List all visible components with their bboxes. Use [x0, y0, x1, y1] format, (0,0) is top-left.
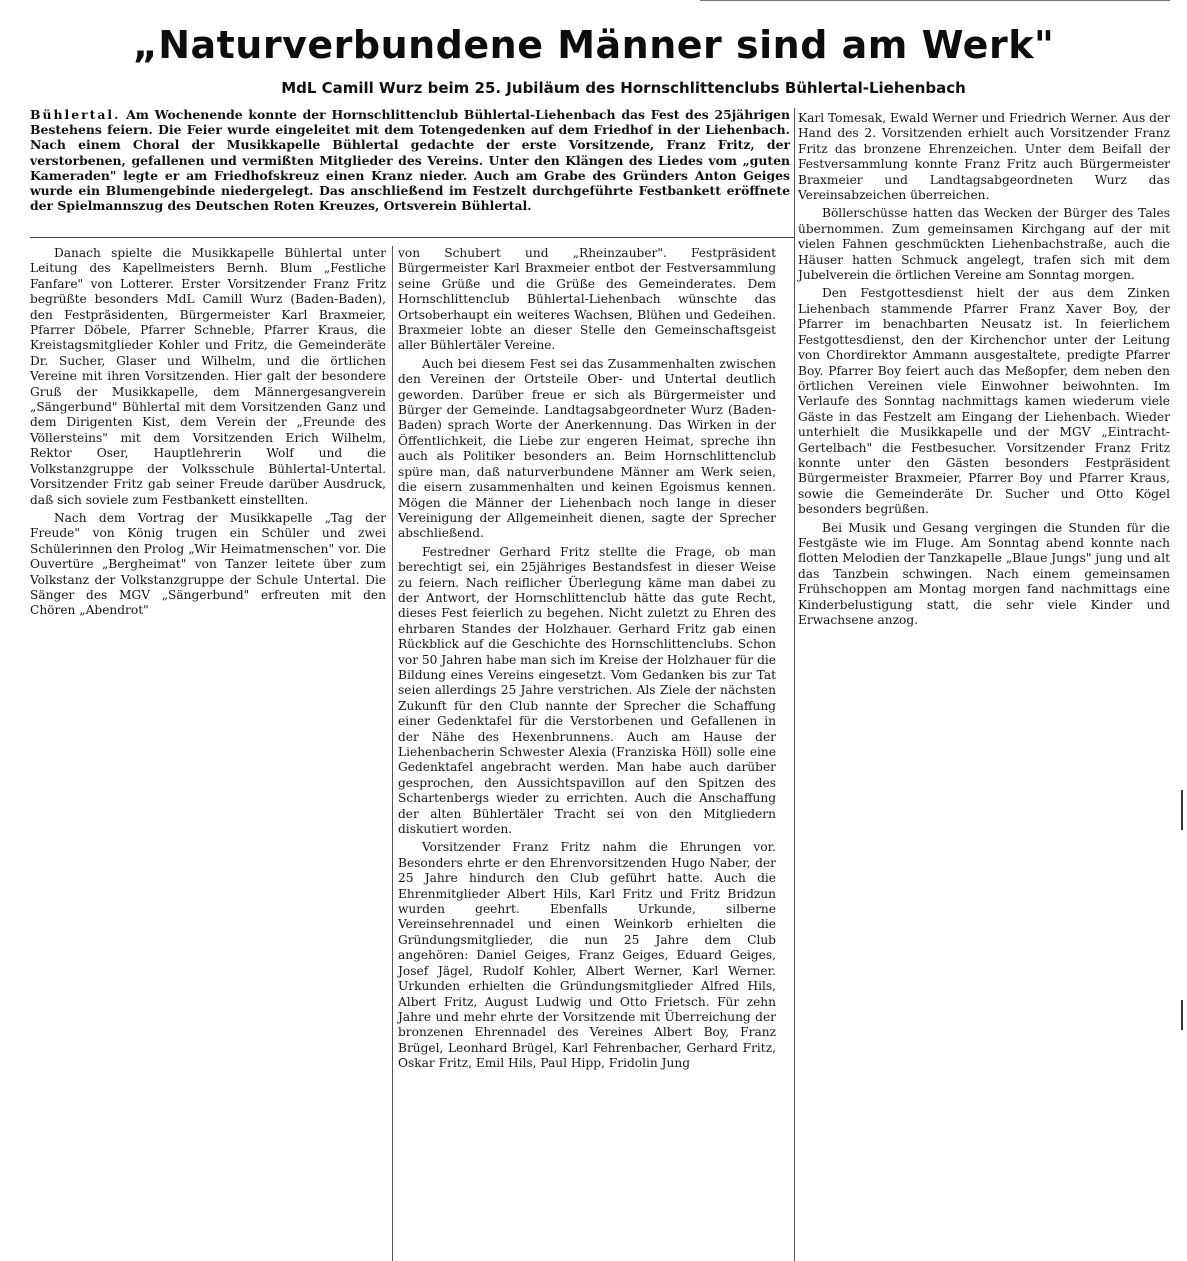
paragraph: von Schubert und „Rheinzauber". Festpräsident Bürgermeister Karl Braxmeier entbot der Festversammlung seine Grüße und die Grüße des Gemeinderates. Dem Hornschlittenclub Bühlertal-Liehenbach wünschte das Ortsoberhaupt ein weiteres Wachsen, Blühen und Gedeihen. Braxmeier lobte an dieser Stelle den Gemeinschaftsgeist aller Bühlertäler Vereine.: [398, 246, 776, 353]
column-divider-2: [794, 108, 795, 1261]
column-divider-1: [392, 246, 393, 1261]
paragraph: Den Festgottesdienst hielt der aus dem Zinken Liehenbach stammende Pfarrer Franz Xaver Boy, der Pfarrer im benachbarten Neusatz ist. In feierlichem Festgottesdienst, den der Kirchenchor unter der Leitung von Chordirektor Ammann ausgestaltete, predigte Pfarrer Boy. Pfarrer Boy feiert auch das Meßopfer, dem neben den örtlichen Vereinen viele Einwohner beiwohnten. Im Verlaufe des Sonntag nachmittags kamen wiederum viele Gäste in das Festzelt am Eingang der Liehenbach. Wieder unterhielt die Musikkapelle und der MGV „Eintracht-Gertelbach" die Festbesucher. Vorsitzender Franz Fritz konnte unter den Gästen besonders Festpräsident Bürgermeister Braxmeier, Pfarrer Boy und Pfarrer Kraus, sowie die Gemeinderäte Dr. Sucher und Otto Kögel besonders begrüßen.: [798, 286, 1170, 517]
article-column-3: [798, 111, 1170, 631]
paragraph: Bei Musik und Gesang vergingen die Stunden für die Festgäste wie im Fluge. Am Sonntag abend konnte nach flotten Melodien der Tanzkapelle „Blaue Jungs" jung und alt das Tanzbein schwingen. Nach einem gemeinsamen Frühschoppen am Montag morgen fand nachmittags eine Kinderbelustigung statt, die sehr viele Kinder und Erwachsene anzog.: [798, 520, 1170, 627]
paragraph: Festredner Gerhard Fritz stellte die Frage, ob man berechtigt sei, ein 25jähriges Bestandsfest in dieser Weise zu feiern. Nach reiflicher Überlegung käme man dabei zu der Antwort, der Hornschlittenclub hätte das gute Recht, dieses Fest feierlich zu begehen. Nicht zuletzt zu Ehren des ehrbaren Standes der Holzhauer. Gerhard Fritz gab einen Rückblick auf die Geschichte des Hornschlittenclubs. Schon vor 50 Jahren habe man sich im Kreise der Holzhauer für die Bildung eines Vereins eingesetzt. Vom Gedanken bis zur Tat seien allerdings 25 Jahre verstrichen. Als Ziele der nächsten Zukunft für den Club nannte der Sprecher die Schaffung einer Gedenktafel für die Verstorbenen und Gefallenen in der Nähe des Hexenbrunnens. Auch am Hause der Liehenbacherin Schwester Alexia (Franziska Höll) solle eine Gedenktafel angebracht werden. Man habe auch darüber gesprochen, den Aussichtspavillon auf den Spitzen des Schartenbergs wieder zu errichten. Auch die Anschaffung der alten Bühlertäler Tracht sei von den Mitgliedern diskutiert worden.: [398, 544, 776, 837]
paragraph: Nach dem Vortrag der Musikkapelle „Tag der Freude" von König trugen ein Schüler und zwei Schülerinnen den Prolog „Wir Heimatmenschen" vor. Die Ouvertüre „Bergheimat" von Tanzer leitete über zum Volkstanz der Volkstanzgruppe der Schule Untertal. Die Sänger des MGV „Sängerbund" erfreuten mit den Chören „Abendrot": [30, 510, 386, 618]
headline: „Naturverbundene Männer sind am Werk": [132, 23, 1055, 67]
article-column-2: [398, 246, 776, 1075]
paragraph: Auch bei diesem Fest sei das Zusammenhalten zwischen den Vereinen der Ortsteile Ober- und Untertal deutlich geworden. Darüber freue er sich als Bürgermeister und Bürger der Gemeinde. Landtagsabgeordneter Wurz (Baden-Baden) sprach Worte der Anerkennung. Das Wirken in der Öffentlichkeit, die Liebe zur engeren Heimat, spreche ihn auch als Politiker besonders an. Beim Hornschlittenclub spüre man, daß naturverbundene Männer am Werk seien, die eisern zusammenhalten und keinen Egoismus kennen. Mögen die Männer der Liehenbach noch lange in dieser Vereinigung der Allgemeinheit dienen, sagte der Sprecher abschließend.: [398, 356, 776, 541]
lead-text: Am Wochenende konnte der Hornschlittenclub Bühlertal-Liehenbach das Fest des 25jährigen Bestehens feiern. Die Feier wurde eingeleitet mit dem Totengedenken auf dem Friedhof in der Liehenbach. Nach einem Choral der Musikkapelle Bühlertal gedachte der erste Vorsitzende, Franz Fritz, der verstorbenen, gefallenen und vermißten Mitglieder des Vereins. Unter den Klängen des Liedes vom „guten Kameraden" legte er am Friedhofskreuz einen Kranz nieder. Auch am Grabe des Gründers Anton Geiges wurde ein Blumengebinde niedergelegt. Das anschließend im Festzelt durchgeführte Festbankett eröffnete der Spielmannszug des Deutschen Roten Kreuzes, Ortsverein Bühlertal.: [30, 107, 790, 214]
scan-edge-mark: [1181, 790, 1183, 830]
paragraph: Danach spielte die Musikkapelle Bühlertal unter Leitung des Kapellmeisters Bernh. Blum „Festliche Fanfare" von Lotterer. Erster Vorsitzender Franz Fritz begrüßte besonders MdL Camill Wurz (Baden-Baden), den Festpräsidenten, Bürgermeister Karl Braxmeier, Pfarrer Döbele, Pfarrer Schneble, Pfarrer Kraus, die Kreistagsmitglieder Kohler und Fritz, die Gemeinderäte Dr. Sucher, Glaser und Wilhelm, und die örtlichen Vereine mit ihren Vorsitzenden. Hier galt der besondere Gruß der Musikkapelle, dem Männergesangverein „Sängerbund" Bühlertal mit dem Vorsitzenden Ganz und dem Dirigenten Kist, dem Verein der „Freunde des Völlersteins" mit dem Vorsitzenden Erich Wilhelm, Rektor Oser, Hauptlehrerin Wolf und die Volkstanzgruppe der Volksschule Bühlertal-Untertal. Vorsitzender Fritz gab seiner Freude darüber Ausdruck, daß sich soviele zum Festbankett einstellten.: [30, 246, 386, 507]
paragraph: Karl Tomesak, Ewald Werner und Friedrich Werner. Aus der Hand des 2. Vorsitzenden erhielt auch Vorsitzender Franz Fritz das bronzene Ehrenzeichen. Unter dem Beifall der Festversammlung konnte Franz Fritz auch Bürgermeister Braxmeier und Landtagsabgeordneten Wurz das Vereinsabzeichen überreichen.: [798, 111, 1170, 203]
paragraph: Vorsitzender Franz Fritz nahm die Ehrungen vor. Besonders ehrte er den Ehrenvorsitzenden Hugo Naber, der 25 Jahre hindurch den Club geführt hatte. Auch die Ehrenmitglieder Albert Hils, Karl Fritz und Fritz Bridzun wurden geehrt. Ebenfalls Urkunde, silberne Vereinsehrennadel und einen Weinkorb erhielten die Gründungsmitglieder, die nun 25 Jahre dem Club angehören: Daniel Geiges, Franz Geiges, Eduard Geiges, Josef Jägel, Rudolf Kohler, Albert Werner, Karl Werner. Urkunden erhielten die Gründungsmitglieder Alfred Hils, Albert Fritz, August Ludwig und Otto Frietsch. Für zehn Jahre und mehr ehrte der Vorsitzende mit Überreichung der bronzenen Ehrennadel des Vereines Albert Boy, Franz Brügel, Leonhard Brügel, Karl Fehrenbacher, Gerhard Fritz, Oskar Fritz, Emil Hils, Paul Hipp, Fridolin Jung: [398, 840, 776, 1071]
dateline: Bühlertal.: [30, 107, 121, 122]
lead-divider: [30, 237, 794, 238]
paragraph: Böllerschüsse hatten das Wecken der Bürger des Tales übernommen. Zum gemeinsamen Kirchgang auf der mit vielen Fahnen geschmückten Liehenbachstraße, auch die Häuser hatten Schmuck angelegt, trafen sich mit dem Jubelverein die örtlichen Vereine am Sonntag morgen.: [798, 206, 1170, 283]
top-divider: [700, 0, 1170, 5]
lead-paragraph: [30, 107, 790, 213]
article-column-1: [30, 246, 386, 622]
scan-edge-mark: [1181, 1000, 1183, 1030]
subheadline: MdL Camill Wurz beim 25. Jubiläum des Hornschlittenclubs Bühlertal-Liehenbach: [281, 79, 966, 97]
